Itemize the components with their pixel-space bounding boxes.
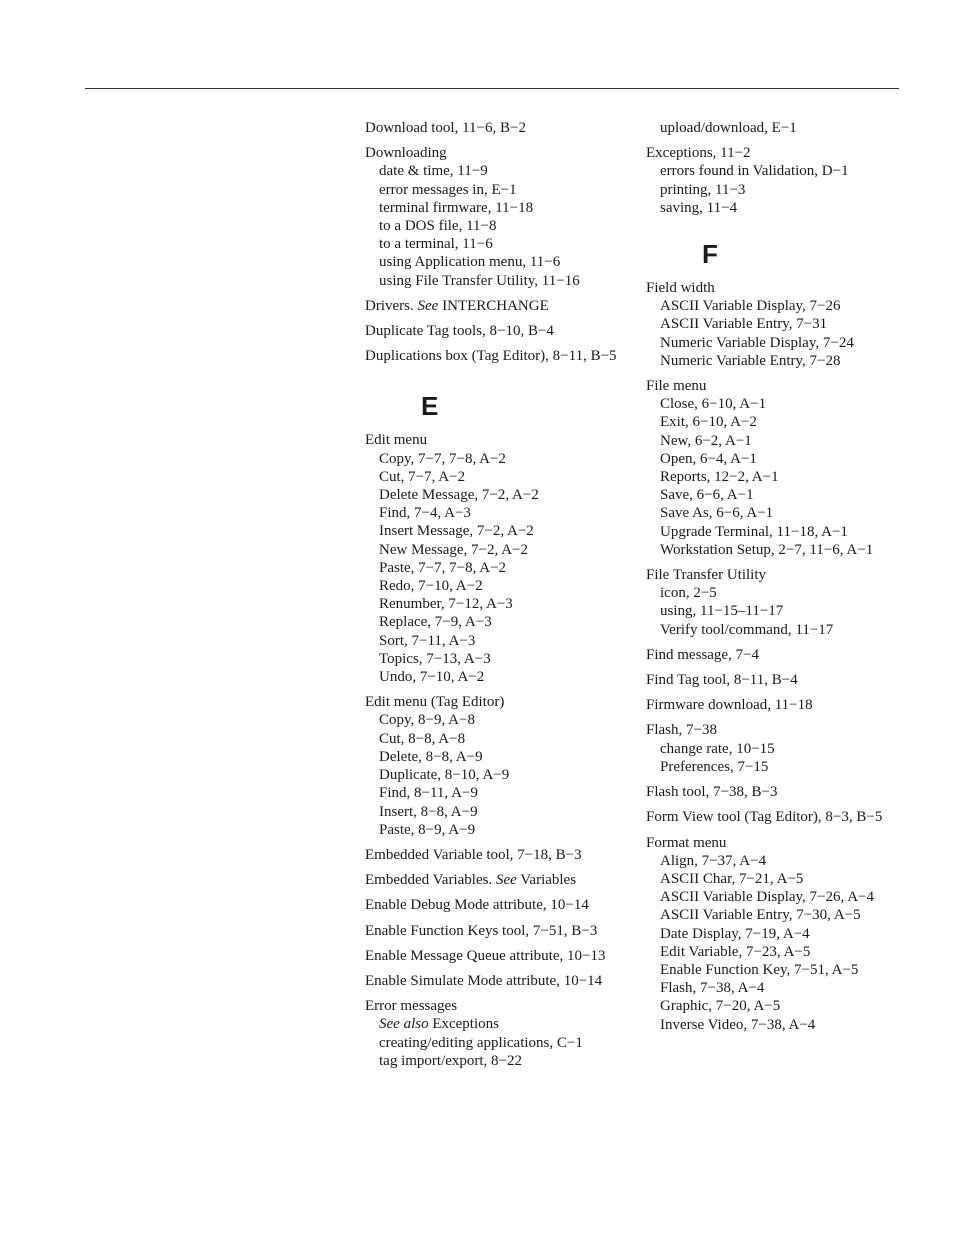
see-also-reference: See also xyxy=(379,1016,429,1033)
index-heading-file-menu xyxy=(646,377,916,395)
index-subentry-paste-7-7-7-8-a-2: Paste, 7−7, 7−8, A−2 xyxy=(379,559,507,576)
index-heading-firmware-download-11-18 xyxy=(646,696,916,714)
index-subentry-insert-8-8-a-9: Insert, 8−8, A−9 xyxy=(379,803,478,820)
index-subentry-using-application-menu-11-6: using Application menu, 11−6 xyxy=(379,254,561,271)
index-entry xyxy=(365,896,635,914)
index-heading-text: Duplications box (Tag Editor), 8−11, B−5 xyxy=(365,348,617,365)
index-entry xyxy=(365,846,635,864)
index-subentry-find-8-11-a-9: Find, 8−11, A−9 xyxy=(379,785,478,802)
index-subentry-verify-tool-command-11-17: Verify tool/command, 11−17 xyxy=(660,621,834,638)
index-entry xyxy=(365,297,635,315)
index-subentry-copy-7-7-7-8-a-2: Copy, 7−7, 7−8, A−2 xyxy=(379,450,506,467)
section-letter-f: F xyxy=(702,239,718,270)
index-heading-flash-tool-7-38-b-3 xyxy=(646,783,916,801)
index-heading-embedded-variable-tool-7-18-b-3 xyxy=(365,846,635,864)
index-heading-text: Enable Debug Mode attribute, 10−14 xyxy=(365,897,589,914)
index-subentry-insert-message-7-2-a-2: Insert Message, 7−2, A−2 xyxy=(379,523,534,540)
index-subentry-exit-6-10-a-2: Exit, 6−10, A−2 xyxy=(660,414,757,431)
index-subentry-errors-found-in-validation-d-1: errors found in Validation, D−1 xyxy=(660,163,849,180)
index-subentry-date-time-11-9: date & time, 11−9 xyxy=(379,163,488,180)
index-subentry-redo-7-10-a-2: Redo, 7−10, A−2 xyxy=(379,578,483,595)
index-heading-download-tool-11-6-b-2 xyxy=(365,119,635,137)
index-subentry-error-messages-in-e-1: error messages in, E−1 xyxy=(379,181,517,198)
index-heading-text: Exceptions, 11−2 xyxy=(646,145,751,162)
index-heading-format-menu xyxy=(646,834,916,852)
index-heading-flash-7-38 xyxy=(646,721,916,739)
see-also-target: Exceptions xyxy=(428,1016,499,1033)
index-heading-text: Embedded Variables. xyxy=(365,872,496,889)
index-heading-text: Firmware download, 11−18 xyxy=(646,697,813,714)
index-subentry-terminal-firmware-11-18: terminal firmware, 11−18 xyxy=(379,199,534,216)
index-subentry-topics-7-13-a-3: Topics, 7−13, A−3 xyxy=(379,650,491,667)
index-heading-text: Find Tag tool, 8−11, B−4 xyxy=(646,672,798,689)
index-subentry-new-6-2-a-1: New, 6−2, A−1 xyxy=(660,432,752,449)
index-heading-text: Flash tool, 7−38, B−3 xyxy=(646,784,778,801)
index-entry xyxy=(365,144,635,290)
index-subentry-using-file-transfer-utility-11-16: using File Transfer Utility, 11−16 xyxy=(379,272,580,289)
index-subentry-to-a-terminal-11-6: to a terminal, 11−6 xyxy=(379,236,493,253)
index-heading-enable-simulate-mode-attribute-10-14 xyxy=(365,972,635,990)
index-subentry-enable-function-key-7-51-a-5: Enable Function Key, 7−51, A−5 xyxy=(660,961,859,978)
index-heading-text: File menu xyxy=(646,378,707,395)
index-subentry-printing-11-3: printing, 11−3 xyxy=(660,181,746,198)
index-heading-field-width xyxy=(646,279,916,297)
index-subentry-new-message-7-2-a-2: New Message, 7−2, A−2 xyxy=(379,541,528,558)
index-entry xyxy=(365,922,635,940)
section-letter-e: E xyxy=(421,391,439,422)
index-heading-enable-debug-mode-attribute-10-14 xyxy=(365,896,635,914)
index-subentry-ascii-char-7-21-a-5: ASCII Char, 7−21, A−5 xyxy=(660,870,804,887)
index-entry xyxy=(646,721,916,776)
index-entry xyxy=(646,783,916,801)
index-heading-exceptions-11-2 xyxy=(646,144,916,162)
index-entry xyxy=(365,693,635,839)
index-subentry-ascii-variable-entry-7-31: ASCII Variable Entry, 7−31 xyxy=(660,316,828,333)
index-subentry-align-7-37-a-4: Align, 7−37, A−4 xyxy=(660,852,767,869)
index-heading-text: Edit menu xyxy=(365,432,428,449)
index-subentry-numeric-variable-entry-7-28: Numeric Variable Entry, 7−28 xyxy=(660,352,841,369)
index-subentry-delete-message-7-2-a-2: Delete Message, 7−2, A−2 xyxy=(379,487,539,504)
index-subentry-workstation-setup-2-7-11-6-a-1: Workstation Setup, 2−7, 11−6, A−1 xyxy=(660,541,874,558)
index-subentry-renumber-7-12-a-3: Renumber, 7−12, A−3 xyxy=(379,596,513,613)
index-heading-downloading xyxy=(365,144,635,162)
index-entry xyxy=(646,377,916,559)
index-heading-form-view-tool-tag-editor-8-3-b-5 xyxy=(646,808,916,826)
index-subentry-creating-editing-applications-c-1: creating/editing applications, C−1 xyxy=(379,1034,583,1051)
index-subentry-paste-8-9-a-9: Paste, 8−9, A−9 xyxy=(379,821,476,838)
index-heading-text: Downloading xyxy=(365,145,447,162)
index-subentry-date-display-7-19-a-4: Date Display, 7−19, A−4 xyxy=(660,925,810,942)
index-heading-text: Embedded Variable tool, 7−18, B−3 xyxy=(365,846,582,863)
see-reference: See xyxy=(417,297,439,314)
index-entry xyxy=(646,646,916,664)
index-heading-drivers xyxy=(365,297,635,315)
index-heading-edit-menu xyxy=(365,431,635,449)
header-rule xyxy=(85,88,899,89)
index-heading-text: Error messages xyxy=(365,998,458,1015)
index-column-right xyxy=(646,119,916,1041)
index-heading-enable-function-keys-tool-7-51-b-3 xyxy=(365,922,635,940)
index-entry xyxy=(646,696,916,714)
index-subentry-close-6-10-a-1: Close, 6−10, A−1 xyxy=(660,396,767,413)
index-subentry-ascii-variable-display-7-26: ASCII Variable Display, 7−26 xyxy=(660,298,841,315)
index-subentry-upload-download-e-1: upload/download, E−1 xyxy=(660,120,797,136)
index-subentry-flash-7-38-a-4: Flash, 7−38, A−4 xyxy=(660,980,765,997)
index-subentry-replace-7-9-a-3: Replace, 7−9, A−3 xyxy=(379,614,492,631)
see-target: Variables xyxy=(516,872,577,889)
index-heading-text: Edit menu (Tag Editor) xyxy=(365,694,505,711)
index-subentry-find-7-4-a-3: Find, 7−4, A−3 xyxy=(379,505,471,522)
see-target: INTERCHANGE xyxy=(438,297,549,314)
index-entry xyxy=(365,871,635,889)
index-heading-duplicate-tag-tools-8-10-b-4 xyxy=(365,322,635,340)
index-entry xyxy=(646,808,916,826)
index-entry xyxy=(365,347,635,365)
index-subentry-change-rate-10-15: change rate, 10−15 xyxy=(660,740,775,757)
index-entry xyxy=(365,431,635,686)
index-entry xyxy=(646,671,916,689)
index-heading-find-tag-tool-8-11-b-4 xyxy=(646,671,916,689)
index-subentry-upgrade-terminal-11-18-a-1: Upgrade Terminal, 11−18, A−1 xyxy=(660,523,848,540)
index-subentry-save-6-6-a-1: Save, 6−6, A−1 xyxy=(660,487,754,504)
index-subentry-duplicate-8-10-a-9: Duplicate, 8−10, A−9 xyxy=(379,767,510,784)
index-subentry-ascii-variable-display-7-26-a-4: ASCII Variable Display, 7−26, A−4 xyxy=(660,889,874,906)
index-heading-text: Enable Simulate Mode attribute, 10−14 xyxy=(365,972,603,989)
see-reference: See xyxy=(495,872,517,889)
index-entry xyxy=(646,279,916,370)
index-entry xyxy=(365,119,635,137)
index-heading-text: File Transfer Utility xyxy=(646,567,767,584)
index-subentry-reports-12-2-a-1: Reports, 12−2, A−1 xyxy=(660,469,779,486)
index-heading-edit-menu-tag-editor xyxy=(365,693,635,711)
index-entry xyxy=(365,997,635,1070)
index-subentry-inverse-video-7-38-a-4: Inverse Video, 7−38, A−4 xyxy=(660,1016,816,1033)
index-subentry-numeric-variable-display-7-24: Numeric Variable Display, 7−24 xyxy=(660,334,854,351)
index-subentry-using-11-15-11-17: using, 11−15–11−17 xyxy=(660,603,784,620)
index-subentry-cut-8-8-a-8: Cut, 8−8, A−8 xyxy=(379,730,466,747)
index-heading-text: Form View tool (Tag Editor), 8−3, B−5 xyxy=(646,809,883,826)
index-subentry-tag-import-export-8-22: tag import/export, 8−22 xyxy=(379,1052,523,1069)
index-entry xyxy=(646,566,916,639)
index-heading-text: Enable Message Queue attribute, 10−13 xyxy=(365,947,606,964)
index-heading-embedded-variables xyxy=(365,871,635,889)
index-heading-text: Format menu xyxy=(646,834,727,851)
index-entry xyxy=(365,947,635,965)
index-entry xyxy=(646,144,916,217)
index-subentry-see-also xyxy=(365,1015,635,1033)
index-entry xyxy=(646,834,916,1034)
index-subentry-icon-2-5: icon, 2−5 xyxy=(660,585,717,602)
index-subentry-copy-8-9-a-8: Copy, 8−9, A−8 xyxy=(379,712,475,729)
index-heading-text: Field width xyxy=(646,280,715,297)
index-entry xyxy=(365,972,635,990)
index-subentry-edit-variable-7-23-a-5: Edit Variable, 7−23, A−5 xyxy=(660,943,811,960)
index-subentry-ascii-variable-entry-7-30-a-5: ASCII Variable Entry, 7−30, A−5 xyxy=(660,907,861,924)
index-subentry-cut-7-7-a-2: Cut, 7−7, A−2 xyxy=(379,468,466,485)
index-entry xyxy=(365,322,635,340)
index-subentry-save-as-6-6-a-1: Save As, 6−6, A−1 xyxy=(660,505,774,522)
index-subentry-to-a-dos-file-11-8: to a DOS file, 11−8 xyxy=(379,218,497,235)
index-subentry-preferences-7-15: Preferences, 7−15 xyxy=(660,758,769,775)
index-subentry-undo-7-10-a-2: Undo, 7−10, A−2 xyxy=(379,669,485,686)
index-heading-text: Duplicate Tag tools, 8−10, B−4 xyxy=(365,323,554,340)
index-heading-text: Drivers. xyxy=(365,297,418,314)
index-heading-file-transfer-utility xyxy=(646,566,916,584)
index-subentry-open-6-4-a-1: Open, 6−4, A−1 xyxy=(660,450,757,467)
index-heading-error-messages xyxy=(365,997,635,1015)
index-entry xyxy=(646,119,916,137)
index-heading-duplications-box-tag-editor-8-11-b-5 xyxy=(365,347,635,365)
index-heading-enable-message-queue-attribute-10-13 xyxy=(365,947,635,965)
index-subentry-delete-8-8-a-9: Delete, 8−8, A−9 xyxy=(379,748,483,765)
index-heading-text: Find message, 7−4 xyxy=(646,646,760,663)
index-column-left xyxy=(365,119,635,1077)
index-heading-text: Flash, 7−38 xyxy=(646,722,717,739)
index-subentry-graphic-7-20-a-5: Graphic, 7−20, A−5 xyxy=(660,998,781,1015)
index-heading-text: Enable Function Keys tool, 7−51, B−3 xyxy=(365,922,598,939)
index-heading-find-message-7-4 xyxy=(646,646,916,664)
index-subentry-saving-11-4: saving, 11−4 xyxy=(660,199,738,216)
index-subentry-sort-7-11-a-3: Sort, 7−11, A−3 xyxy=(379,632,476,649)
index-heading-text: Download tool, 11−6, B−2 xyxy=(365,120,526,136)
